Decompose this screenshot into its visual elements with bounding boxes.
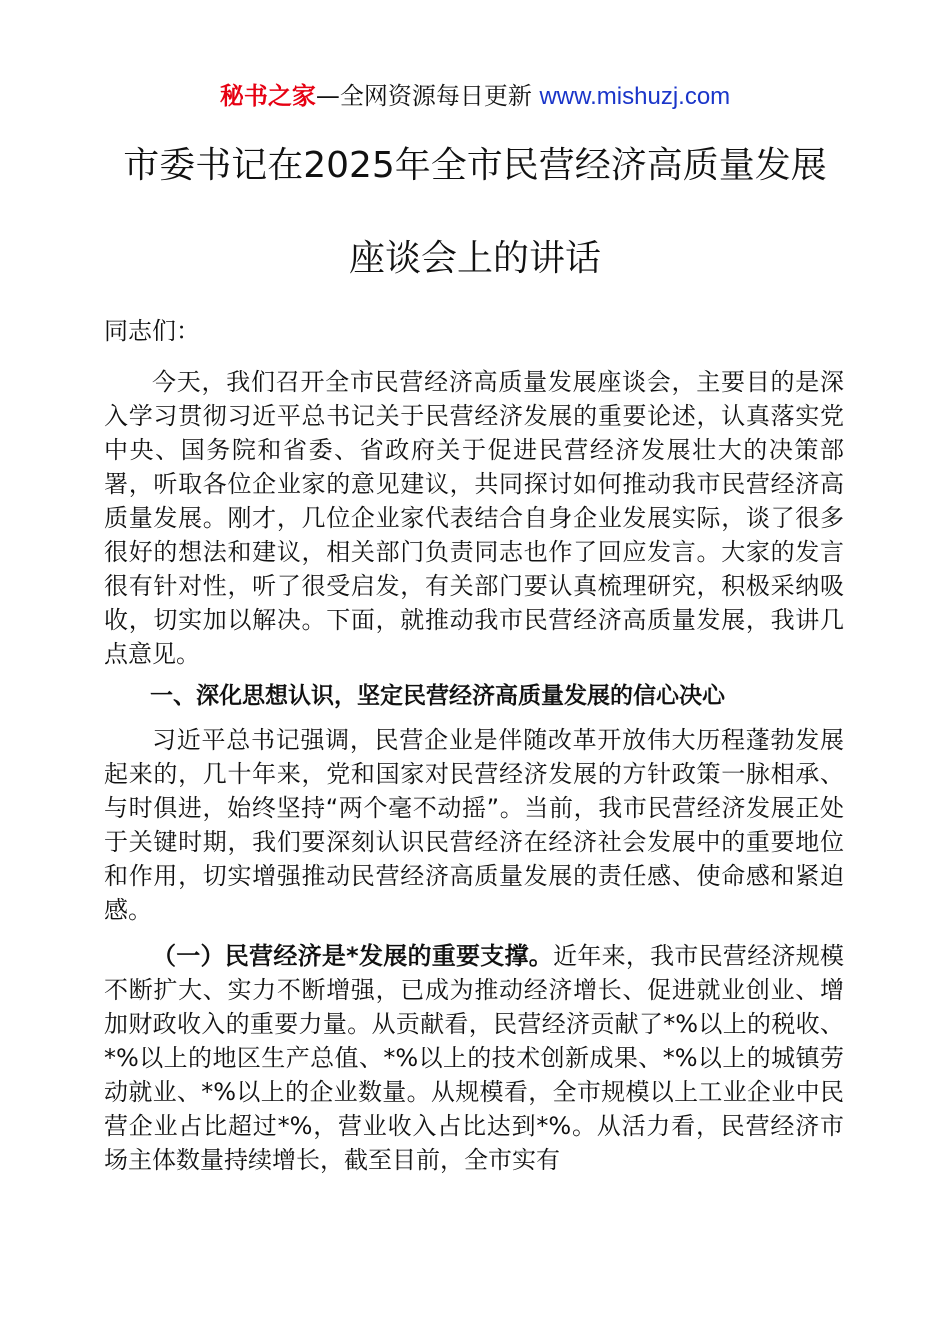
document-title-line-2: 座谈会上的讲话 [348, 238, 601, 279]
header-tagline: —全网资源每日更新 [315, 82, 540, 110]
section-heading-1: 一、深化思想认识，坚定民营经济高质量发展的信心决心 [150, 683, 725, 709]
subsection-1-lead: （一）民营经济是*发展的重要支撑。 [152, 942, 554, 970]
paragraph-intro: 今天，我们召开全市民营经济高质量发展座谈会，主要目的是深入学习贯彻习近平总书记关于民营经济发展的重要论述，认真落实党中央、国务院和省委、省政府关于促进民营经济发展壮大的决策部署，听取各位企业家的意见建议，共同探讨如何推动我市民营经济高质量发展。刚才，几位企业家代表结合自身企业发展实际，谈了很多很好的想法和建议，相关部门负责同志也作了回应发言。大家的发言很有针对性，听了很受启发，有关部门要认真梳理研究，积极采纳吸收，切实加以解决。下面，就推动我市民营经济高质量发展，我讲几点意见。 [104, 368, 844, 668]
brand-name: 秘书之家 [219, 82, 316, 110]
document-title-line-1: 市委书记在2025年全市民营经济高质量发展 [123, 145, 827, 186]
paragraph-subsection-1 [104, 939, 844, 1177]
document-body [104, 314, 844, 1177]
subsection-1-body: 近年来，我市民营经济规模不断扩大、实力不断增强，已成为推动经济增长、促进就业创业、增加财政收入的重要力量。从贡献看，民营经济贡献了*%以上的税收、*%以上的地区生产总值、*%以上的技术创新成果、*%以上的城镇劳动就业、*%以上的企业数量。从规模看，全市规模以上工业企业中民营企业占比超过*%，营业收入占比达到*%。从活力看，民营经济市场主体数量持续增长，截至目前，全市实有 [104, 942, 844, 1174]
site-header [0, 80, 950, 113]
site-url-link[interactable]: www.mishuzj.com [539, 83, 731, 110]
salutation: 同志们： [104, 317, 200, 345]
paragraph-section-1: 习近平总书记强调，民营企业是伴随改革开放伟大历程蓬勃发展起来的，几十年来，党和国家对民营经济发展的方针政策一脉相承、与时俱进，始终坚持“两个毫不动摇”。当前，我市民营经济发展正处于关键时期，我们要深刻认识民营经济在经济社会发展中的重要地位和作用，切实增强推动民营经济高质量发展的责任感、使命感和紧迫感。 [104, 726, 844, 924]
